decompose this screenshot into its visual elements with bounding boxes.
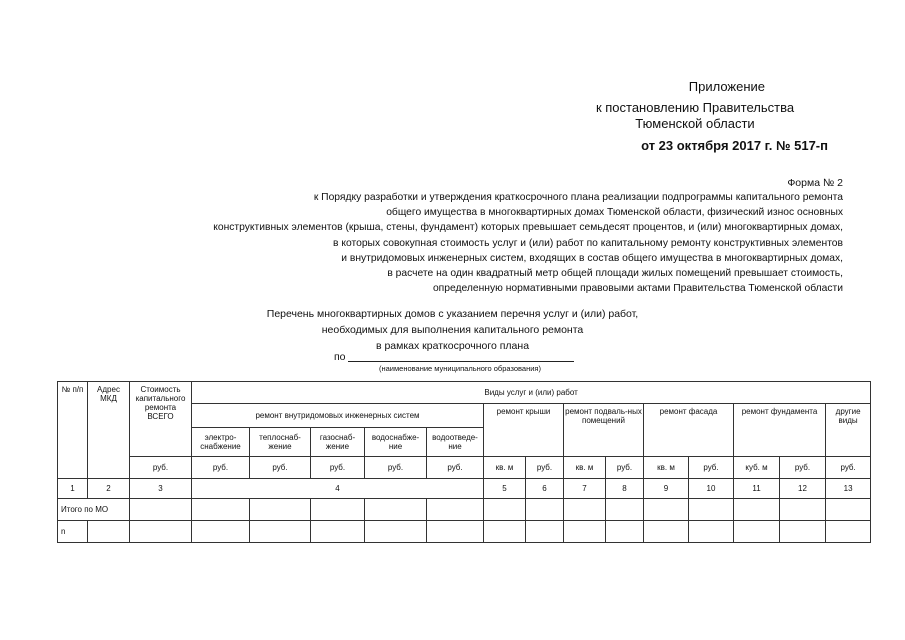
table-cell[interactable] <box>427 499 484 521</box>
total-row-label: Итого по МО <box>58 499 130 521</box>
table-cell[interactable] <box>689 521 734 543</box>
unit-cell: руб. <box>427 457 484 479</box>
row-n-label: n <box>58 521 88 543</box>
unit-cell: кв. м <box>484 457 526 479</box>
column-number: 5 <box>484 479 526 499</box>
table-cell[interactable] <box>606 499 644 521</box>
table-cell[interactable] <box>130 521 192 543</box>
unit-cell: руб. <box>689 457 734 479</box>
table-cell[interactable] <box>526 499 564 521</box>
unit-cell: руб. <box>130 457 192 479</box>
table-cell[interactable] <box>88 521 130 543</box>
table-cell[interactable] <box>192 499 250 521</box>
table-cell[interactable] <box>826 499 871 521</box>
unit-cell: руб. <box>526 457 564 479</box>
header-basement-repair: ремонт подваль-ных помещений <box>564 404 644 457</box>
decree-line-2: Тюменской области <box>635 116 755 131</box>
header-roof-repair: ремонт крыши <box>484 404 564 457</box>
unit-cell: кв. м <box>644 457 689 479</box>
column-number: 3 <box>130 479 192 499</box>
header-facade-repair: ремонт фасада <box>644 404 734 457</box>
column-number: 1 <box>58 479 88 499</box>
header-water-supply: водоснабже-ние <box>365 428 427 457</box>
unit-cell: руб. <box>780 457 826 479</box>
decree-date: от 23 октября 2017 г. № 517-п <box>641 138 828 153</box>
header-foundation-repair: ремонт фундамента <box>734 404 826 457</box>
unit-cell: руб. <box>192 457 250 479</box>
form-number: Форма № 2 <box>787 177 843 189</box>
houses-table <box>57 381 871 543</box>
table-cell[interactable] <box>526 521 564 543</box>
unit-cell: кв. м <box>564 457 606 479</box>
column-number-row <box>58 479 871 499</box>
preamble-line: конструктивных элементов (крыша, стены, фундамент) которых превышает семьдесят процентов, и (или) многоквартирных домах, <box>213 222 843 234</box>
column-number: 13 <box>826 479 871 499</box>
table-cell[interactable] <box>311 521 365 543</box>
column-number: 7 <box>564 479 606 499</box>
table-cell[interactable] <box>780 499 826 521</box>
title-line: Перечень многоквартирных домов с указанием перечня услуг и (или) работ, <box>266 308 639 320</box>
table-cell[interactable] <box>734 499 780 521</box>
table-cell[interactable] <box>644 521 689 543</box>
form-preamble <box>153 190 843 296</box>
table-row-total <box>58 499 871 521</box>
header-drainage: водоотведе-ние <box>427 428 484 457</box>
table-cell[interactable] <box>130 499 192 521</box>
appendix-label: Приложение <box>688 79 765 94</box>
document-title <box>230 306 675 354</box>
column-number: 10 <box>689 479 734 499</box>
table-cell[interactable] <box>689 499 734 521</box>
table-cell[interactable] <box>365 499 427 521</box>
preamble-line: в расчете на один квадратный метр общей площади жилых помещений превышает стоимость, <box>387 268 843 280</box>
title-line: необходимых для выполнения капитального ремонта <box>321 324 584 336</box>
unit-cell: руб. <box>365 457 427 479</box>
header-total-cost: Стоимость капитального ремонта ВСЕГО <box>130 382 192 457</box>
decree-line-1: к постановлению Правительства <box>595 100 795 115</box>
preamble-line: общего имущества в многоквартирных домах Тюменской области, физический износ основных <box>386 207 843 219</box>
header-services: Виды услуг и (или) работ <box>192 382 871 404</box>
municipality-blank-line <box>348 361 574 362</box>
table-cell[interactable] <box>250 521 311 543</box>
header-engineering-systems: ремонт внутридомовых инженерных систем <box>192 404 484 428</box>
column-number: 6 <box>526 479 564 499</box>
table-cell[interactable] <box>484 521 526 543</box>
table-cell[interactable] <box>564 521 606 543</box>
table-cell[interactable] <box>780 521 826 543</box>
header-number: № п/п <box>58 382 88 479</box>
table-cell[interactable] <box>734 521 780 543</box>
table-cell[interactable] <box>606 521 644 543</box>
title-line: в рамках краткосрочного плана <box>375 340 530 352</box>
preamble-line: к Порядку разработки и утверждения краткосрочного плана реализации подпрограммы капитального ремонта <box>313 192 843 203</box>
column-number: 8 <box>606 479 644 499</box>
table-cell[interactable] <box>484 499 526 521</box>
table-row-n <box>58 521 871 543</box>
table-cell[interactable] <box>564 499 606 521</box>
header-electricity: электро-снабжение <box>192 428 250 457</box>
unit-cell: руб. <box>311 457 365 479</box>
unit-cell: куб. м <box>734 457 780 479</box>
column-number: 11 <box>734 479 780 499</box>
table-cell[interactable] <box>826 521 871 543</box>
unit-cell: руб. <box>250 457 311 479</box>
table-cell[interactable] <box>427 521 484 543</box>
unit-cell: руб. <box>606 457 644 479</box>
table-cell[interactable] <box>365 521 427 543</box>
unit-cell: руб. <box>826 457 871 479</box>
header-other-works: другие виды <box>826 404 871 457</box>
table-cell[interactable] <box>250 499 311 521</box>
column-number: 2 <box>88 479 130 499</box>
table-cell[interactable] <box>192 521 250 543</box>
column-number: 4 <box>192 479 484 499</box>
table-cell[interactable] <box>311 499 365 521</box>
preamble-line: в которых совокупная стоимость услуг и (или) работ по капитальному ремонту конструктивных элементов <box>333 237 843 249</box>
header-gas: газоснаб-жение <box>311 428 365 457</box>
municipality-caption: (наименование муниципального образования) <box>379 364 541 373</box>
po-label: по <box>334 351 346 363</box>
header-address: Адрес МКД <box>88 382 130 479</box>
preamble-line: определенную нормативными правовыми актами Правительства Тюменской области <box>432 283 843 295</box>
column-number: 12 <box>780 479 826 499</box>
preamble-line: и внутридомовых инженерных систем, входящих в состав общего имущества в многоквартирных домах, <box>341 252 843 264</box>
column-number: 9 <box>644 479 689 499</box>
header-heating: теплоснаб-жение <box>250 428 311 457</box>
table-cell[interactable] <box>644 499 689 521</box>
